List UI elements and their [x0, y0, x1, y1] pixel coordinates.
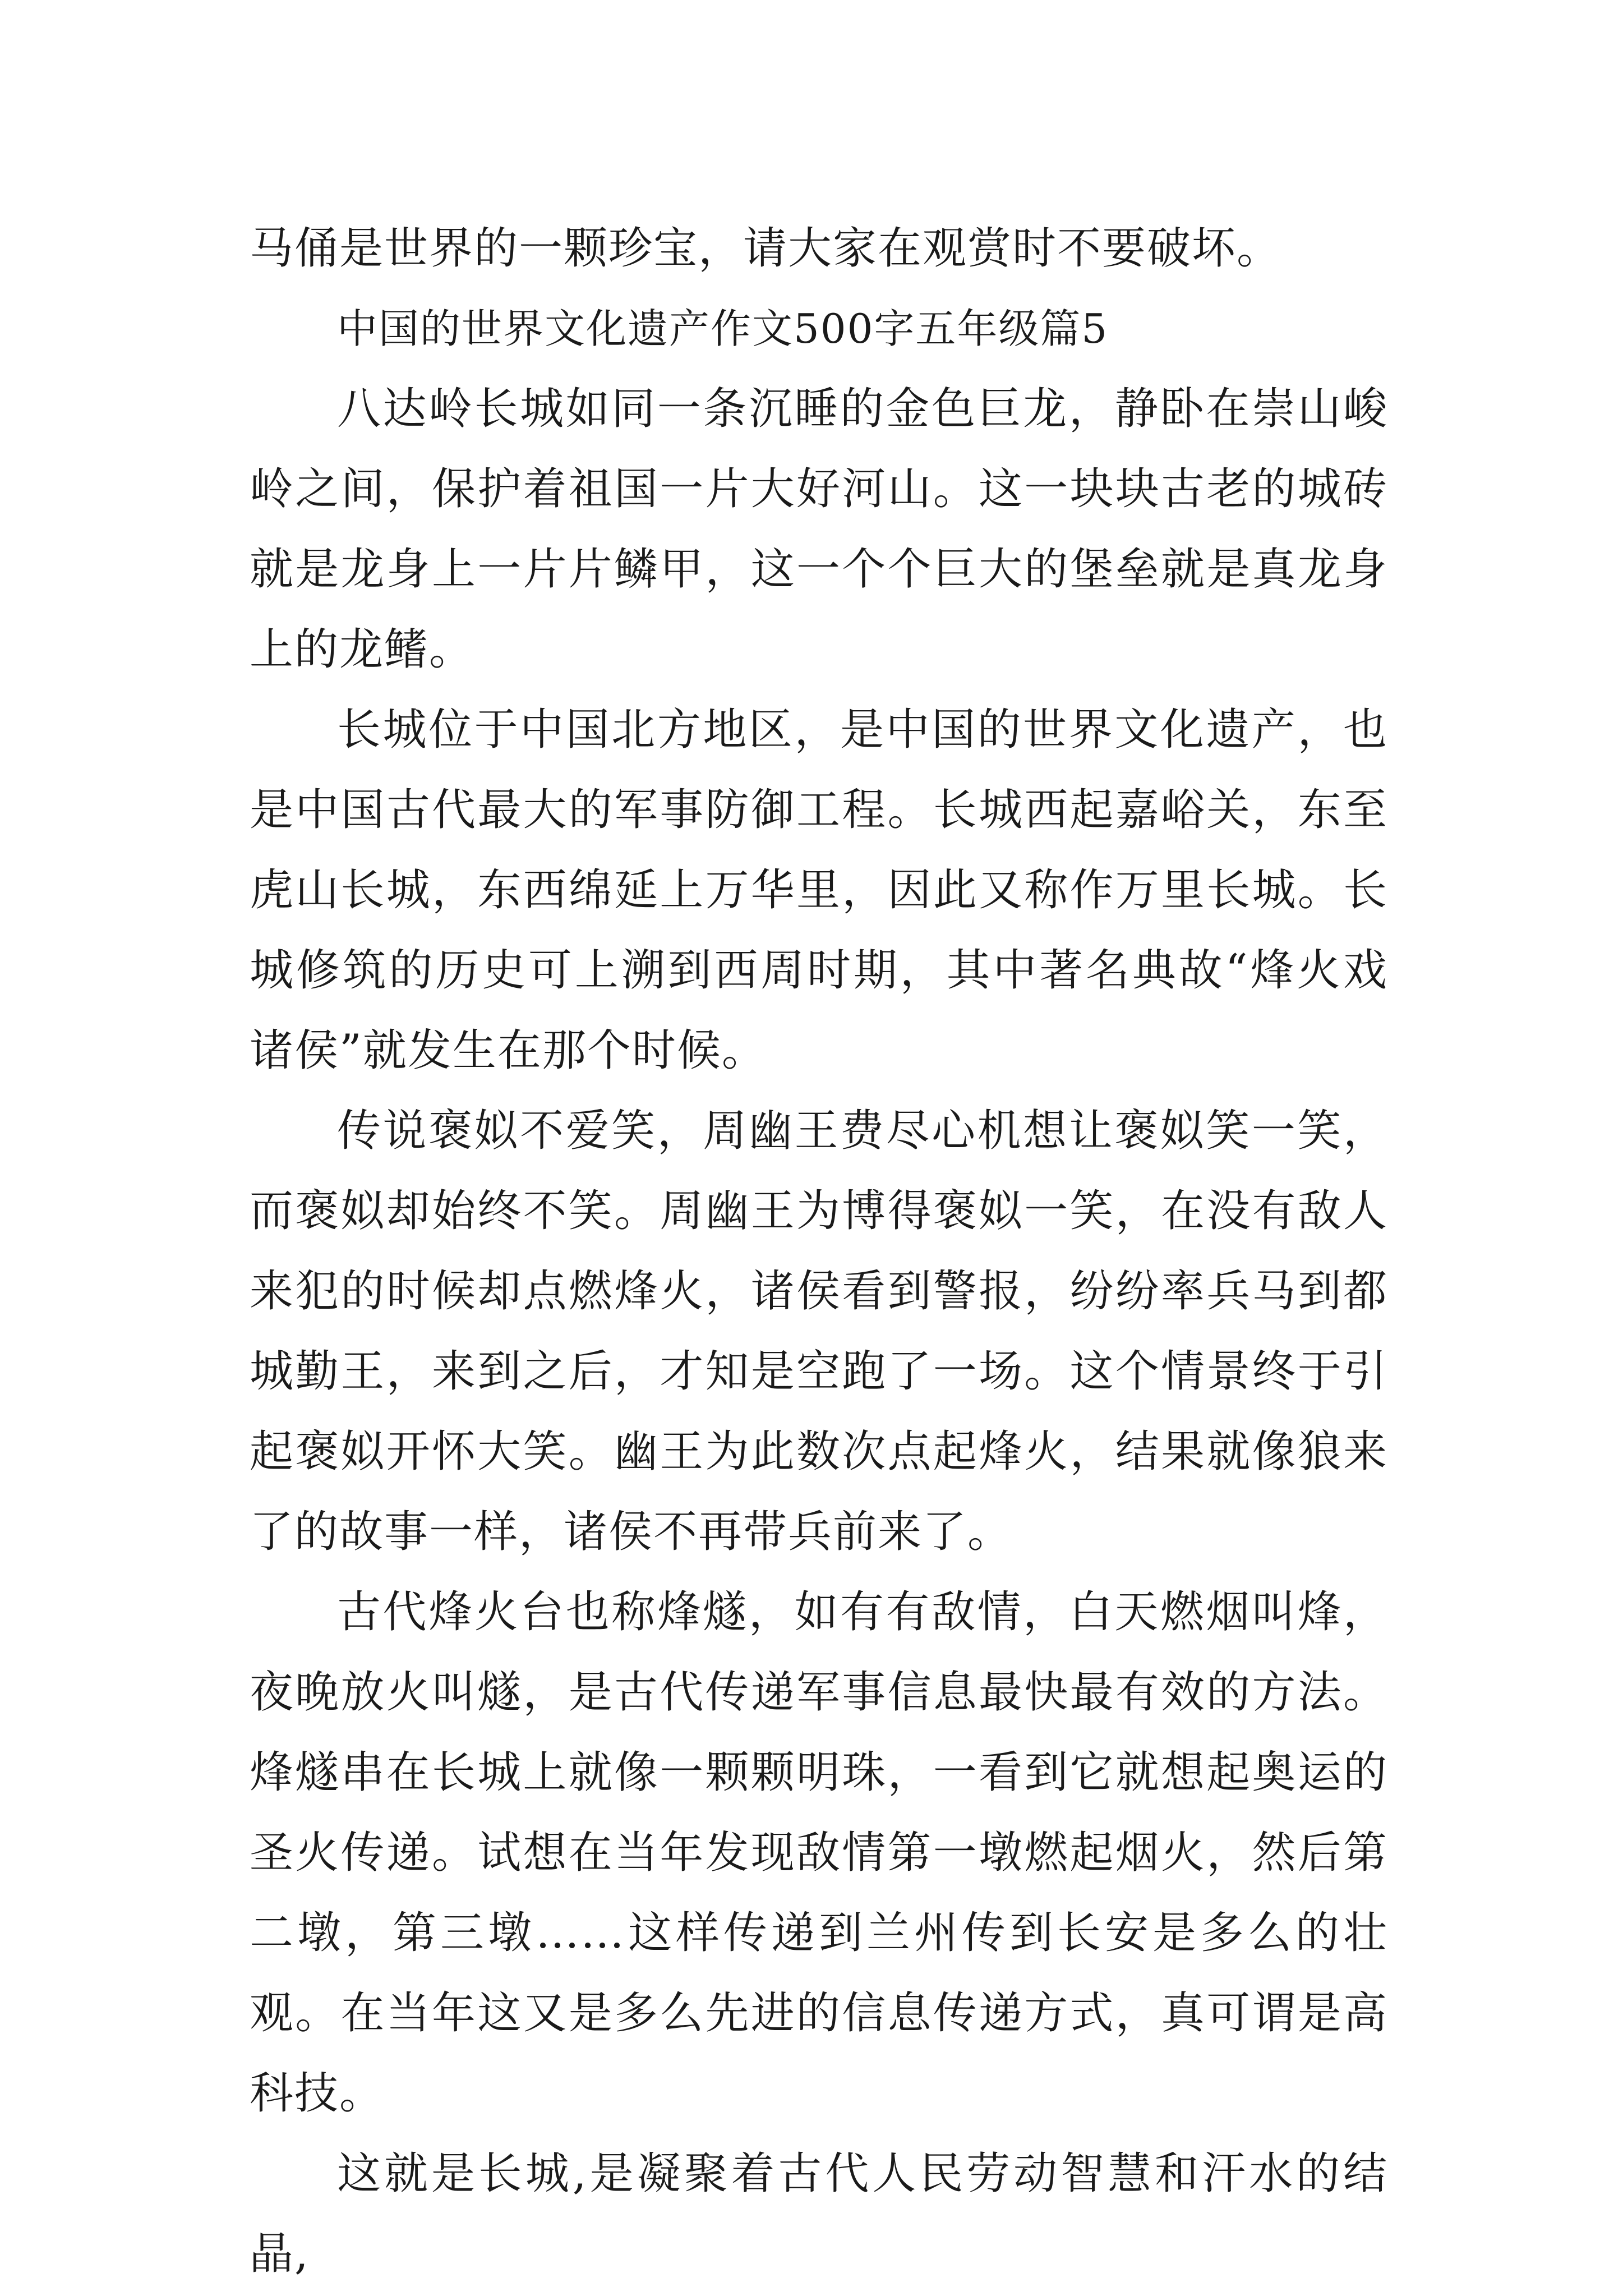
paragraph-1: 八达岭长城如同一条沉睡的金色巨龙，静卧在崇山峻岭之间，保护着祖国一片大好河山。这一块块古老的城砖就是龙身上一片片鳞甲，这一个个巨大的堡垒就是真龙身上的龙鳍。	[250, 384, 1388, 675]
document-body	[250, 209, 1388, 2294]
paragraph-3: 传说褒姒不爱笑，周幽王费尽心机想让褒姒笑一笑，而褒姒却始终不笑。周幽王为博得褒姒一笑，在没有敌人来犯的时候却点燃烽火，诸侯看到警报，纷纷率兵马到都城勤王，来到之后，才知是空跑了一场。这个情景终于引起褒姒开怀大笑。幽王为此数次点起烽火，结果就像狼来了的故事一样，诸侯不再带兵前来了。	[250, 1106, 1388, 1557]
paragraph-2: 长城位于中国北方地区，是中国的世界文化遗产，也是中国古代最大的军事防御工程。长城西起嘉峪关，东至虎山长城，东西绵延上万华里，因此又称作万里长城。长城修筑的历史可上溯到西周时期，其中著名典故“烽火戏诸侯”就发生在那个时候。	[250, 705, 1388, 1076]
paragraph-5: 这就是长城,是凝聚着古代人民劳动智慧和汗水的结晶,	[250, 2148, 1388, 2279]
continuation-text: 马俑是世界的一颗珍宝，请大家在观赏时不要破坏。	[250, 223, 1282, 274]
paragraph-4: 古代烽火台也称烽燧，如有有敌情，白天燃烟叫烽，夜晚放火叫燧，是古代传递军事信息最快最有效的方法。烽燧串在长城上就像一颗颗明珠，一看到它就想起奥运的圣火传递。试想在当年发现敌情第一墩燃起烟火，然后第二墩，第三墩……这样传递到兰州传到长安是多么的壮观。在当年这又是多么先进的信息传递方式，真可谓是高科技。	[250, 1587, 1388, 2119]
section-heading: 中国的世界文化遗产作文500字五年级篇5	[337, 305, 1109, 352]
